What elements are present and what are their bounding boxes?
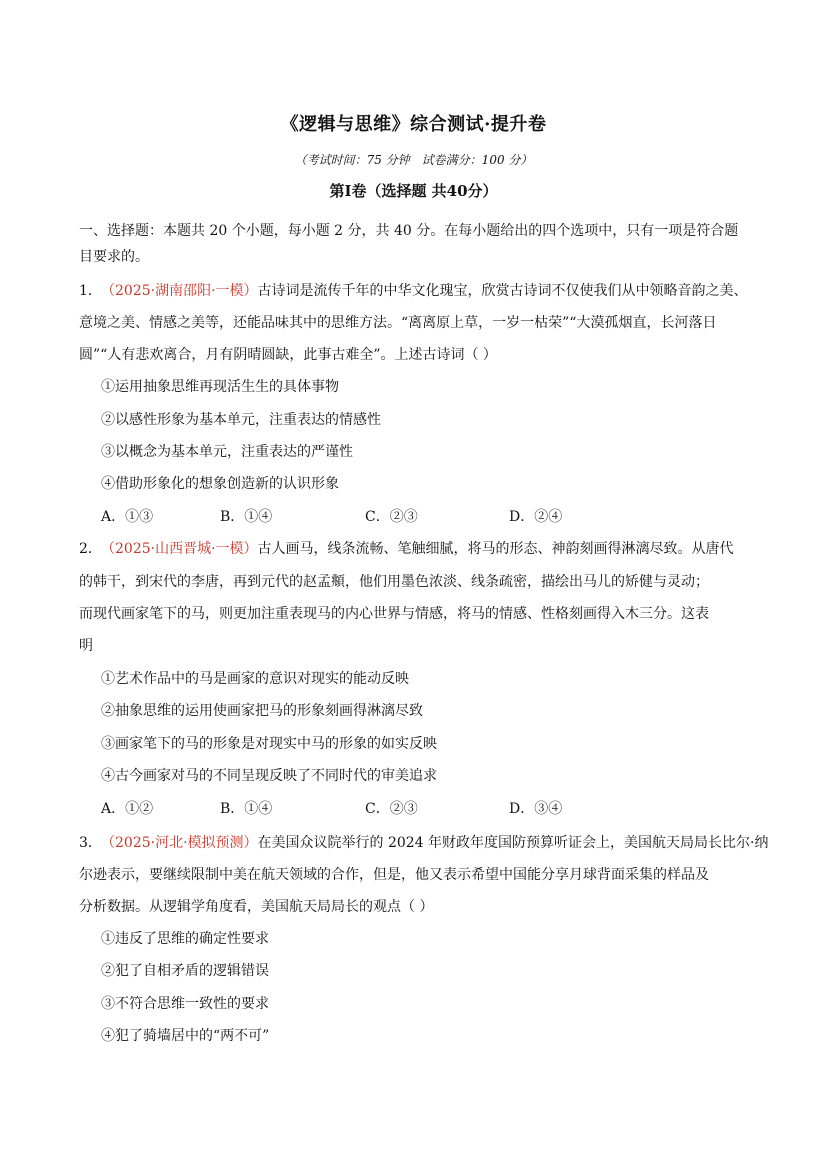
question-text: 在美国众议院举行的 2024 年财政年度国防预算听证会上，美国航天局局长比尔·纳 [257,835,769,851]
option-d: D．②④ [509,509,563,525]
question-3-line-2: 尔逊表示，要继续限制中美在航天领域的合作，但是，他又表示希望中国能分享月球背面采集的样品及 [79,867,709,883]
option-b: B．①④ [220,801,273,817]
question-source: （2025·湖南邵阳·一模） [101,283,258,299]
option-a: A．①② [101,801,154,817]
statement: ①艺术作品中的马是画家的意识对现实的能动反映 [101,671,409,687]
instructions-line-2: 目要求的。 [79,249,149,265]
option-d: D．③④ [509,801,563,817]
question-2-line-1 [79,540,734,558]
statement: ①违反了思维的确定性要求 [101,931,269,947]
option-a: A．①③ [101,509,154,525]
question-text: 古诗词是流传千年的中华文化瑰宝，欣赏古诗词不仅使我们从中领略音韵之美、 [257,283,748,299]
statement: ③以概念为基本单元，注重表达的严谨性 [101,444,353,460]
statement: ④古今画家对马的不同呈现反映了不同时代的审美追求 [101,768,437,784]
question-1-line-3: 圆”“人有悲欢离合，月有阴晴圆缺，此事古难全”。上述古诗词（ ） [79,347,497,363]
statement: ④犯了骑墙居中的“两不可” [101,1028,270,1044]
question-number: 1． [79,283,102,299]
page-title: 《逻辑与思维》综合测试·提升卷 [280,114,547,135]
question-source: （2025·河北·模拟预测） [101,835,258,851]
question-1-line-2: 意境之美、情感之美等，还能品味其中的思维方法。“离离原上草，一岁一枯荣”“大漠孤烟直，长河落日 [79,315,717,331]
question-2-line-3: 而现代画家笔下的马，则更加注重表现马的内心世界与情感，将马的情感、性格刻画得入木三分。这表 [79,606,709,622]
question-number: 3． [79,835,102,851]
question-source: （2025·山西晋城·一模） [101,541,258,557]
statement: ②抽象思维的运用使画家把马的形象刻画得淋漓尽致 [101,703,423,719]
question-2-line-2: 的韩干，到宋代的李唐，再到元代的赵孟頫，他们用墨色浓淡、线条疏密，描绘出马儿的矫健与灵动； [79,574,709,590]
statement: ②以感性形象为基本单元，注重表达的情感性 [101,412,381,428]
option-c: C．②③ [365,801,418,817]
question-2-line-4: 明 [79,638,93,654]
statement: ①运用抽象思维再现活生生的具体事物 [101,379,339,395]
option-b: B．①④ [220,509,273,525]
statement: ②犯了自相矛盾的逻辑错误 [101,963,269,979]
option-c: C．②③ [365,509,418,525]
exam-info: （考试时间：75 分钟 试卷满分：100 分） [294,153,533,167]
question-text: 古人画马，线条流畅、笔触细腻，将马的形态、神韵刻画得淋漓尽致。从唐代 [257,541,734,557]
statement: ③不符合思维一致性的要求 [101,996,269,1012]
statement: ③画家笔下的马的形象是对现实中马的形象的如实反映 [101,736,437,752]
question-number: 2． [79,541,102,557]
statement: ④借助形象化的想象创造新的认识形象 [101,476,339,492]
question-1-line-1 [79,282,748,300]
instructions-line-1: 一、选择题：本题共 20 个小题，每小题 2 分，共 40 分。在每小题给出的四个选项中，只有一项是符合题 [79,223,739,239]
section-heading: 第Ⅰ卷（选择题 共40分） [329,182,498,200]
question-3-line-3: 分析数据。从逻辑学角度看，美国航天局局长的观点（ ） [79,899,434,915]
question-3-line-1 [79,834,769,852]
